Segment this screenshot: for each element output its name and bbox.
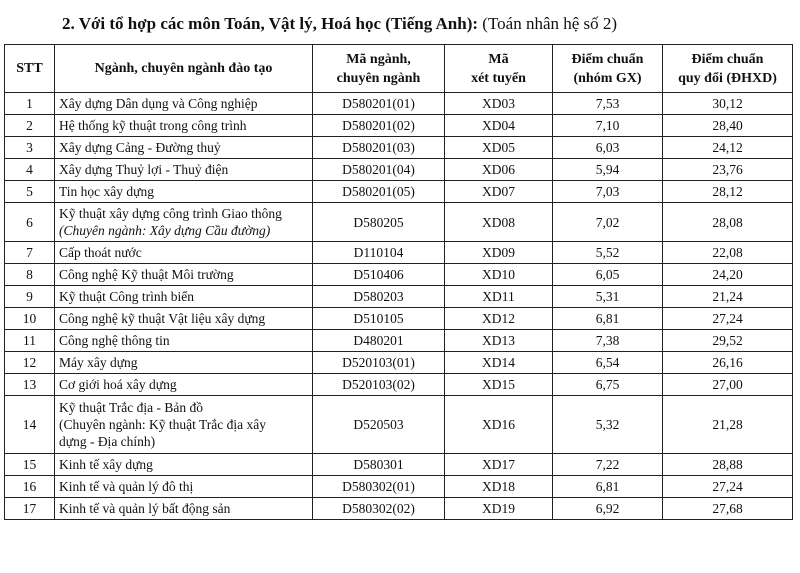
cell-major-line: Tin học xây dựng [59, 184, 154, 199]
table-body [5, 93, 793, 520]
cell-major-code: D480201 [313, 330, 445, 352]
header-cutoff-score-line1: Điểm chuẩn [571, 51, 644, 67]
cell-stt: 9 [5, 286, 55, 308]
cell-major-code: D520103(02) [313, 374, 445, 396]
cell-admission-code: XD18 [445, 476, 553, 498]
table-row [5, 286, 793, 308]
table-row [5, 352, 793, 374]
cell-major-code: D580301 [313, 454, 445, 476]
cell-major-code: D510105 [313, 308, 445, 330]
cell-converted-score: 21,28 [663, 396, 793, 454]
cell-major-line: Kinh tế xây dựng [59, 457, 153, 472]
cell-converted-score: 29,52 [663, 330, 793, 352]
cell-major [55, 242, 313, 264]
cell-major [55, 93, 313, 115]
cell-converted-score: 22,08 [663, 242, 793, 264]
cell-admission-code: XD05 [445, 137, 553, 159]
cell-major-line: Kỹ thuật Trắc địa - Bản đồ [59, 400, 203, 415]
cell-major [55, 115, 313, 137]
table-row [5, 476, 793, 498]
cell-stt: 15 [5, 454, 55, 476]
table-row [5, 264, 793, 286]
cell-admission-code: XD09 [445, 242, 553, 264]
table-row [5, 181, 793, 203]
header-converted-score-line2: quy đổi (ĐHXD) [678, 70, 777, 86]
cell-stt: 16 [5, 476, 55, 498]
table-header-row [5, 45, 793, 93]
table-row [5, 308, 793, 330]
header-cutoff-score-line2: (nhóm GX) [573, 70, 642, 86]
cell-major-line: Kỹ thuật xây dựng công trình Giao thông [59, 206, 282, 221]
cell-major [55, 203, 313, 242]
table-row [5, 330, 793, 352]
cell-major-code: D580201(02) [313, 115, 445, 137]
cell-cutoff-score: 7,38 [553, 330, 663, 352]
header-cutoff-score [553, 45, 663, 93]
cell-major-specialization: (Chuyên ngành: Xây dựng Cầu đường) [59, 223, 271, 238]
cell-cutoff-score: 6,81 [553, 308, 663, 330]
cell-major [55, 159, 313, 181]
table-row [5, 203, 793, 242]
cell-stt: 12 [5, 352, 55, 374]
cell-stt: 10 [5, 308, 55, 330]
cell-major-line: Cấp thoát nước [59, 245, 142, 260]
table-row [5, 137, 793, 159]
cell-converted-score: 27,24 [663, 308, 793, 330]
cell-major [55, 498, 313, 520]
cell-major [55, 308, 313, 330]
header-major: Ngành, chuyên ngành đào tạo [55, 45, 313, 93]
cell-admission-code: XD14 [445, 352, 553, 374]
header-major-code-line2: chuyên ngành [336, 70, 421, 86]
cell-converted-score: 27,68 [663, 498, 793, 520]
cell-major-code: D580203 [313, 286, 445, 308]
cell-cutoff-score: 6,75 [553, 374, 663, 396]
cell-admission-code: XD03 [445, 93, 553, 115]
cell-admission-code: XD11 [445, 286, 553, 308]
cell-admission-code: XD13 [445, 330, 553, 352]
cell-major-code: D580201(05) [313, 181, 445, 203]
cell-major [55, 137, 313, 159]
table-row [5, 396, 793, 454]
table-row [5, 115, 793, 137]
cell-major-code: D580201(01) [313, 93, 445, 115]
cell-major-code: D580201(03) [313, 137, 445, 159]
cell-major-line: (Chuyên ngành: Kỹ thuật Trắc địa xây [59, 417, 266, 432]
cell-major-line: Cơ giới hoá xây dựng [59, 377, 177, 392]
cell-stt: 8 [5, 264, 55, 286]
cell-cutoff-score: 5,32 [553, 396, 663, 454]
cell-major [55, 264, 313, 286]
cell-converted-score: 28,40 [663, 115, 793, 137]
cell-admission-code: XD16 [445, 396, 553, 454]
cell-major-line: Xây dựng Thuỷ lợi - Thuỷ điện [59, 162, 229, 177]
cell-major-code: D580201(04) [313, 159, 445, 181]
cell-stt: 3 [5, 137, 55, 159]
table-row [5, 374, 793, 396]
cell-cutoff-score: 6,54 [553, 352, 663, 374]
table-row [5, 454, 793, 476]
cell-stt: 11 [5, 330, 55, 352]
cell-major [55, 396, 313, 454]
cell-stt: 13 [5, 374, 55, 396]
header-major-code [313, 45, 445, 93]
table-row [5, 159, 793, 181]
cell-major-line: Công nghệ kỹ thuật Vật liệu xây dựng [59, 311, 266, 326]
cell-major [55, 374, 313, 396]
cell-stt: 4 [5, 159, 55, 181]
cell-major-code: D110104 [313, 242, 445, 264]
cell-cutoff-score: 5,94 [553, 159, 663, 181]
cell-converted-score: 28,88 [663, 454, 793, 476]
admission-score-table [4, 44, 793, 520]
cell-admission-code: XD07 [445, 181, 553, 203]
header-stt: STT [5, 45, 55, 93]
section-heading [62, 14, 617, 34]
cell-cutoff-score: 6,81 [553, 476, 663, 498]
cell-major-line: Công nghệ Kỹ thuật Môi trường [59, 267, 234, 282]
table-row [5, 93, 793, 115]
cell-cutoff-score: 7,03 [553, 181, 663, 203]
cell-converted-score: 24,12 [663, 137, 793, 159]
cell-admission-code: XD17 [445, 454, 553, 476]
header-converted-score-line1: Điểm chuẩn [691, 51, 764, 67]
cell-converted-score: 30,12 [663, 93, 793, 115]
cell-converted-score: 28,08 [663, 203, 793, 242]
cell-stt: 6 [5, 203, 55, 242]
cell-major-code: D580205 [313, 203, 445, 242]
cell-converted-score: 26,16 [663, 352, 793, 374]
cell-cutoff-score: 5,52 [553, 242, 663, 264]
cell-stt: 1 [5, 93, 55, 115]
section-heading-bold: 2. Với tổ hợp các môn Toán, Vật lý, Hoá học (Tiếng Anh): [62, 14, 479, 33]
cell-major-code: D580302(01) [313, 476, 445, 498]
cell-stt: 7 [5, 242, 55, 264]
cell-converted-score: 21,24 [663, 286, 793, 308]
cell-cutoff-score: 7,22 [553, 454, 663, 476]
cell-major [55, 476, 313, 498]
cell-admission-code: XD19 [445, 498, 553, 520]
cell-major-line: Xây dựng Cảng - Đường thuỷ [59, 140, 221, 155]
cell-admission-code: XD15 [445, 374, 553, 396]
cell-major-code: D580302(02) [313, 498, 445, 520]
cell-admission-code: XD08 [445, 203, 553, 242]
cell-major-line: Kỹ thuật Công trình biển [59, 289, 194, 304]
cell-major-code: D510406 [313, 264, 445, 286]
cell-admission-code: XD06 [445, 159, 553, 181]
cell-converted-score: 27,00 [663, 374, 793, 396]
cell-major-line: Công nghệ thông tin [59, 333, 170, 348]
cell-stt: 14 [5, 396, 55, 454]
cell-converted-score: 28,12 [663, 181, 793, 203]
cell-stt: 5 [5, 181, 55, 203]
cell-major-line: dựng - Địa chính) [59, 434, 156, 449]
header-converted-score [663, 45, 793, 93]
cell-major [55, 181, 313, 203]
cell-admission-code: XD04 [445, 115, 553, 137]
cell-major [55, 352, 313, 374]
cell-major [55, 454, 313, 476]
header-major-code-line1: Mã ngành, [346, 51, 411, 67]
cell-major [55, 286, 313, 308]
cell-cutoff-score: 7,02 [553, 203, 663, 242]
cell-major-line: Máy xây dựng [59, 355, 138, 370]
cell-major-code: D520503 [313, 396, 445, 454]
cell-cutoff-score: 7,53 [553, 93, 663, 115]
cell-cutoff-score: 6,03 [553, 137, 663, 159]
cell-cutoff-score: 7,10 [553, 115, 663, 137]
cell-converted-score: 27,24 [663, 476, 793, 498]
cell-converted-score: 24,20 [663, 264, 793, 286]
table-row [5, 242, 793, 264]
header-admission-code-line1: Mã [488, 51, 509, 67]
cell-admission-code: XD10 [445, 264, 553, 286]
table-row [5, 498, 793, 520]
section-heading-note: (Toán nhân hệ số 2) [478, 14, 618, 33]
cell-major-code: D520103(01) [313, 352, 445, 374]
cell-admission-code: XD12 [445, 308, 553, 330]
cell-major-line: Kinh tế và quản lý đô thị [59, 479, 194, 494]
cell-stt: 17 [5, 498, 55, 520]
cell-converted-score: 23,76 [663, 159, 793, 181]
cell-major [55, 330, 313, 352]
cell-cutoff-score: 5,31 [553, 286, 663, 308]
cell-cutoff-score: 6,05 [553, 264, 663, 286]
cell-major-line: Hệ thống kỹ thuật trong công trình [59, 118, 247, 133]
cell-major-line: Kinh tế và quản lý bất động sản [59, 501, 231, 516]
cell-stt: 2 [5, 115, 55, 137]
header-admission-code [445, 45, 553, 93]
header-admission-code-line2: xét tuyển [471, 70, 526, 86]
cell-major-line: Xây dựng Dân dụng và Công nghiệp [59, 96, 258, 111]
cell-cutoff-score: 6,92 [553, 498, 663, 520]
